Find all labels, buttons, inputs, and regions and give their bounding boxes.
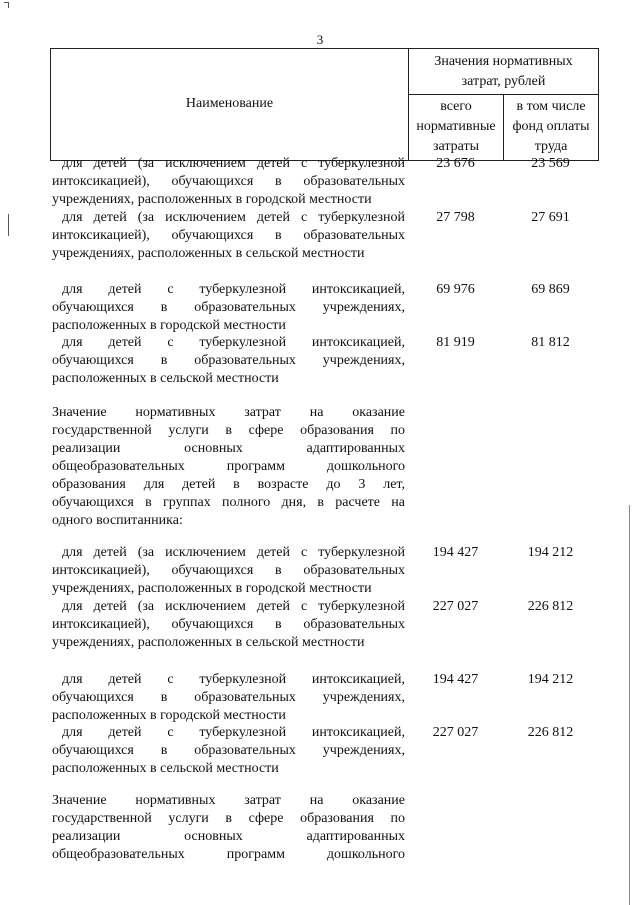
section-heading-line: одного воспитанника: <box>52 513 183 528</box>
row-name-line: учреждениях, расположенных в сельской местности <box>52 246 365 261</box>
header-payroll-line: фонд оплаты <box>512 119 590 134</box>
scan-left-mark <box>8 214 9 236</box>
header-values-group <box>409 52 598 92</box>
row-name-line: для детей (за исключением детей с туберкулезной <box>62 210 405 225</box>
row-total-value: 227 027 <box>432 725 479 740</box>
row-total-value: 27 798 <box>436 210 475 225</box>
section-heading-line: государственной услуги в сфере образования по <box>52 423 405 438</box>
row-name <box>52 544 405 598</box>
row-name <box>52 671 405 725</box>
row-name-line: обучающихся в образовательных учреждениях, <box>52 353 405 368</box>
row-name-line: расположенных в городской местности <box>52 708 286 723</box>
header-total-column <box>409 97 503 157</box>
row-total-value: 227 027 <box>432 599 479 614</box>
row-total-value: 194 427 <box>432 545 479 560</box>
header-total-line: нормативные <box>416 119 496 134</box>
header-payroll-column <box>504 97 598 157</box>
row-name-line: интоксикацией), обучающихся в образовательных <box>52 563 405 578</box>
header-payroll-line: труда <box>534 139 568 154</box>
row-name-line: интоксикацией), обучающихся в образовательных <box>52 228 405 243</box>
row-name-line: обучающихся в образовательных учреждениях, <box>52 743 405 758</box>
row-name-line: расположенных в сельской местности <box>52 761 279 776</box>
scan-right-edge-line <box>629 505 630 905</box>
section-heading-line: Значение нормативных затрат на оказание <box>52 793 405 808</box>
row-name-line: обучающихся в образовательных учреждениях, <box>52 690 405 705</box>
section-heading-line: реализации основных адаптированных <box>52 829 405 844</box>
row-name-line: обучающихся в образовательных учреждениях, <box>52 300 405 315</box>
header-total-line: затраты <box>432 139 480 154</box>
row-payroll-value: 23 569 <box>531 156 570 171</box>
row-total-value: 23 676 <box>436 156 475 171</box>
row-name <box>52 598 405 652</box>
section-heading-line: Значение нормативных затрат на оказание <box>52 405 405 420</box>
section-heading-line: общеобразовательных программ дошкольного <box>52 459 405 474</box>
row-name-line: для детей (за исключением детей с туберкулезной <box>62 545 405 560</box>
row-total-value: 69 976 <box>436 282 475 297</box>
row-name-line: для детей с туберкулезной интоксикацией, <box>62 282 405 297</box>
row-name <box>52 209 405 263</box>
section-heading-line: обучающихся в группах полного дня, в расчете на <box>52 495 405 510</box>
row-payroll-value: 194 212 <box>527 545 574 560</box>
row-name-line: интоксикацией), обучающихся в образовательных <box>52 174 405 189</box>
header-name-label: Наименование <box>185 96 274 111</box>
row-name-line: для детей (за исключением детей с туберкулезной <box>62 599 405 614</box>
row-payroll-value: 69 869 <box>531 282 570 297</box>
row-name <box>52 155 405 209</box>
scan-corner-mark <box>8 2 9 8</box>
section-heading <box>52 404 405 530</box>
row-payroll-value: 194 212 <box>527 672 574 687</box>
row-total-value: 81 919 <box>436 335 475 350</box>
row-name-line: учреждениях, расположенных в сельской местности <box>52 635 365 650</box>
header-values-line: затрат, рублей <box>461 74 546 89</box>
section-heading-line: реализации основных адаптированных <box>52 441 405 456</box>
row-name <box>52 281 405 335</box>
row-name-line: расположенных в городской местности <box>52 318 286 333</box>
row-payroll-value: 27 691 <box>531 210 570 225</box>
row-name-line: учреждениях, расположенных в городской местности <box>52 192 372 207</box>
section-heading-line: общеобразовательных программ дошкольного <box>52 847 405 862</box>
row-total-value: 194 427 <box>432 672 479 687</box>
row-name-line: для детей с туберкулезной интоксикацией, <box>62 335 405 350</box>
header-name-column <box>51 94 408 114</box>
header-values-line: Значения нормативных <box>434 54 573 69</box>
row-name-line: для детей (за исключением детей с туберкулезной <box>62 156 405 171</box>
row-name-line: учреждениях, расположенных в городской местности <box>52 581 372 596</box>
section-heading-line: образования для детей в возрасте до 3 лет, <box>52 477 405 492</box>
row-name-line: расположенных в сельской местности <box>52 371 279 386</box>
section-heading <box>52 792 405 864</box>
row-payroll-value: 226 812 <box>527 599 574 614</box>
row-name <box>52 724 405 778</box>
header-border-top <box>50 48 599 49</box>
header-payroll-line: в том числе <box>516 99 586 114</box>
header-border-right <box>598 48 599 161</box>
row-name-line: для детей с туберкулезной интоксикацией, <box>62 672 405 687</box>
row-name-line: интоксикацией), обучающихся в образовательных <box>52 617 405 632</box>
row-name-line: для детей с туберкулезной интоксикацией, <box>62 725 405 740</box>
row-payroll-value: 226 812 <box>527 725 574 740</box>
page-number: 3 <box>316 32 324 47</box>
row-name <box>52 334 405 388</box>
header-total-line: всего <box>440 99 472 114</box>
section-heading-line: государственной услуги в сфере образования по <box>52 811 405 826</box>
row-payroll-value: 81 812 <box>531 335 570 350</box>
